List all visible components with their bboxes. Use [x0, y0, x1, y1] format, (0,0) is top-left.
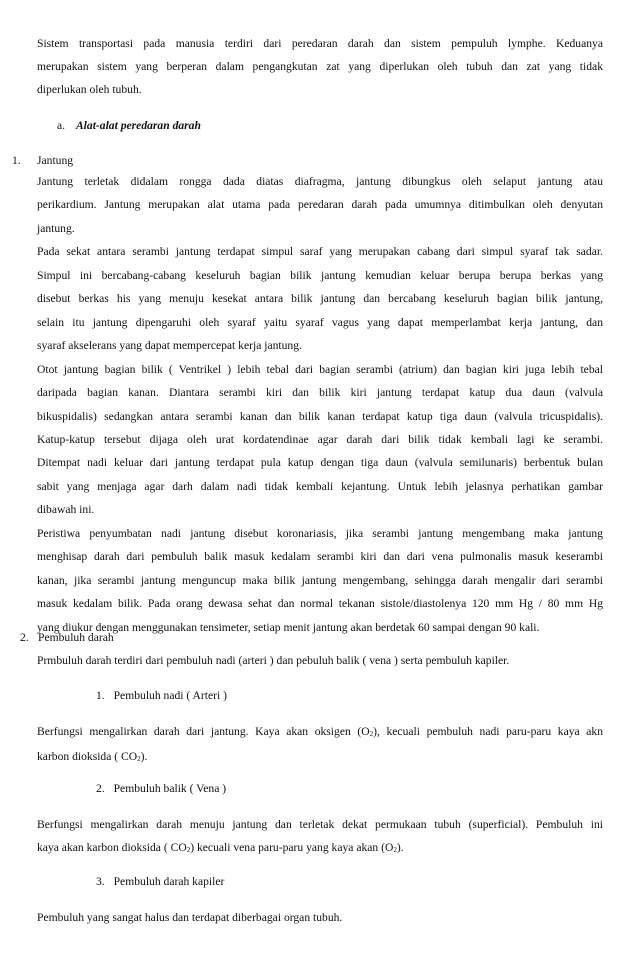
heading-a: [57, 114, 457, 137]
intro-line: diperlukan oleh tubuh.: [37, 83, 142, 96]
body-line: Otot jantung bagian bilik ( Ventrikel ) lebih tebal dari bagian serambi (atrium) dan bagian kiri juga lebih tebal: [37, 362, 603, 376]
body-line: yang diukur dengan menggunakan tensimeter, setiap menit jantung akan berdetak 60 sampai dengan 90 kali.: [37, 620, 540, 634]
intro-line: Sistem transportasi pada manusia terdiri dari peredaran darah dan sistem pempuluh lymphe. Keduanya: [37, 37, 603, 50]
body-line: masuk kedalam bilik. Pada orang dewasa sehat dan normal tekanan sistole/diastolenya 120 mm Hg / 80 mm Hg: [37, 597, 603, 611]
body-line: bikuspidalis) sedangkan antara serambi kanan dan bilik kanan terdapat katup tiga daun (valvula tricuspidalis).: [37, 409, 603, 423]
section-2-heading: [20, 626, 320, 649]
subsection-title: Pembuluh nadi ( Arteri ): [113, 689, 227, 702]
body-line: Pembuluh yang sangat halus dan terdapat diberbagai organ tubuh.: [37, 911, 343, 924]
subsection-arteri-heading: [96, 684, 396, 707]
section-2-intro: [37, 649, 603, 672]
body-line: perikardium. Jantung merupakan alat utama pada peredaran darah pada umumnya ditimbulkan oleh denyutan: [37, 198, 603, 212]
subsection-title: Pembuluh balik ( Vena ): [113, 782, 227, 795]
subsection-title: Pembuluh darah kapiler: [113, 875, 225, 888]
section-1-title: Jantung: [37, 154, 74, 167]
intro-line: merupakan sistem yang berperan dalam pengangkutan zat yang diperlukan oleh tubuh dan zat yang tidak: [37, 60, 603, 73]
subsection-kapiler-body: [37, 906, 603, 929]
body-line: disebut berkas his yang menuju kesekat antara bilik jantung dan bercabang keseluruh bagian bilik jantung,: [37, 292, 603, 306]
subsection-vena-body: [37, 813, 603, 861]
subsection-arteri-body: [37, 720, 603, 770]
body-line: kanan, jika serambi jantung menguncup maka bilik jantung mengembang, sehingga darah mengalir dari serambi: [37, 573, 603, 587]
body-line: syaraf akselerans yang dapat mempercepat kerja jantung.: [37, 339, 302, 353]
body-line: Jantung terletak didalam rongga dada diatas diafragma, jantung dibungkus oleh selaput jantung atau: [37, 175, 603, 188]
section-1-marker: 1.: [12, 154, 21, 167]
section-2-title: Pembuluh darah: [38, 631, 114, 644]
body-line: Katup-katup tersebut dijaga oleh urat kordatendinae agar darah dari bilik tidak kembali lagi ke serambi.: [37, 432, 603, 446]
body-line: Ditempat nadi keluar dari jantung terdapat pula katup dengan tiga daun (valvula semilunaris) berbentuk bulan: [37, 456, 603, 470]
body-line: sabit yang menjaga agar darh dalam nadi tidak kembali kejantung. Untuk lebih jelasnya perhatikan gambar: [37, 479, 603, 493]
heading-a-text: Alat-alat peredaran darah: [75, 119, 201, 132]
body-line: Pada sekat antara serambi jantung terdapat simpul saraf yang merupakan cabang dari simpul syaraf tak sadar.: [37, 245, 603, 259]
subsection-marker: 1.: [96, 689, 105, 702]
body-line: jantung.: [37, 221, 75, 235]
subsection-marker: 3.: [96, 875, 105, 888]
body-line: karbon dioksida ( $CO_2$).: [37, 750, 148, 763]
body-line: Berfungsi mengalirkan darah dari jantung. Kaya akan oksigen $(O_2)$, kecuali pembuluh nadi paru-paru kaya akn: [37, 725, 604, 738]
heading-a-marker: a.: [57, 119, 66, 132]
intro-paragraph: [37, 32, 603, 101]
body-line: Peristiwa penyumbatan nadi jantung disebut koronariasis, jika serambi jantung mengembang maka jantung: [37, 526, 603, 540]
section-1-heading: [12, 149, 312, 172]
section-2-intro-text: Prmbuluh darah terdiri dari pembuluh nadi (arteri ) dan pebuluh balik ( vena ) serta pembuluh kapiler.: [37, 654, 510, 667]
section-1-body: [37, 170, 603, 639]
body-line: Berfungsi mengalirkan darah menuju jantung dan terletak dekat permukaan tubuh (superficial). Pembuluh ini: [37, 818, 603, 831]
body-line: dibawah ini.: [37, 503, 95, 517]
body-line: menghisap darah dari pembuluh balik masuk kedalam serambi kiri dan dari vena pulmonalis masuk keserambi: [37, 550, 603, 564]
body-line: Simpul ini bercabang-cabang keseluruh bagian bilik jantung kemudian keluar berupa berupa berkas yang: [37, 268, 603, 282]
section-2-marker: 2.: [20, 631, 29, 644]
subsection-vena-heading: [96, 777, 396, 800]
body-line: daripada bagian kanan. Diantara serambi kiri dan bilik kiri jantung terdapat katup dua daun (valvula: [37, 386, 603, 400]
subsection-kapiler-heading: [96, 870, 396, 893]
subsection-marker: 2.: [96, 782, 105, 795]
body-line: selain itu jantung dipengaruhi oleh syaraf yaitu syaraf vagus yang dapat memperlambat kerja jantung, dan: [37, 315, 603, 329]
body-line: kaya akan karbon dioksida ( $CO_2$) kecuali vena paru-paru yang kaya akan $(O_2)$.: [37, 841, 404, 854]
